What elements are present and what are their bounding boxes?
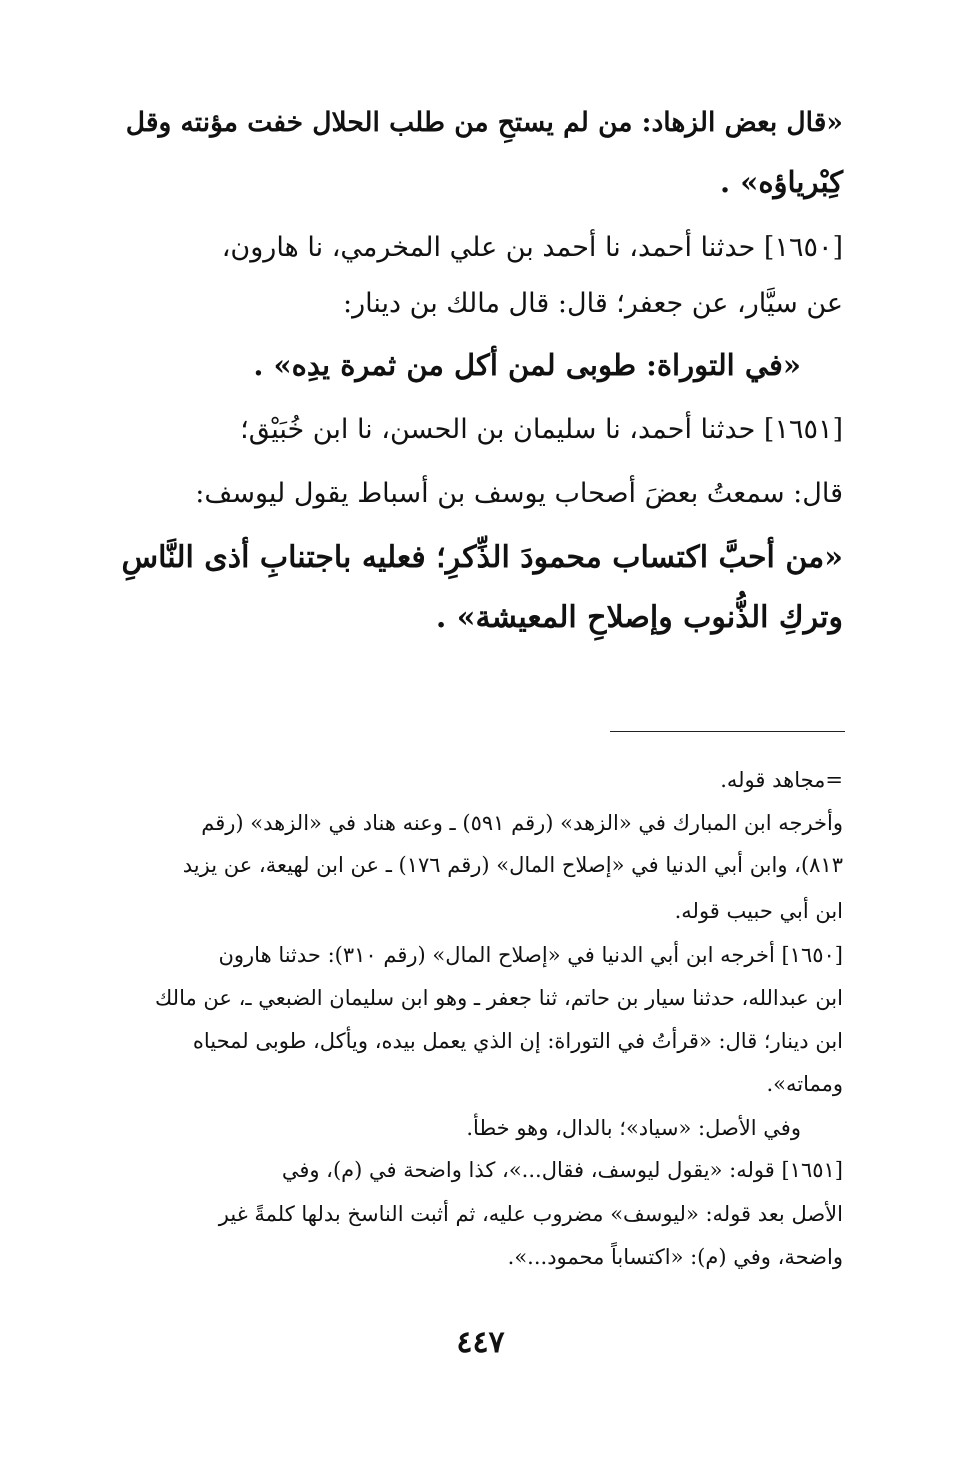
footnote-line: وأخرجه ابن المبارك في «الزهد» (رقم ٥٩١) ـ وعنه هناد في «الزهد» (رقم xyxy=(201,811,843,835)
footnote-line: ابن دينار؛ قال: «قرأتُ في التوراة: إن الذي يعمل بيده، ويأكل، طوبى لمحياه xyxy=(192,1029,843,1053)
hadith-1651-line-2: قال: سمعتُ بعضَ أصحاب يوسف بن أسباط يقول ليوسف: xyxy=(195,478,843,509)
footnote-line: ومماته». xyxy=(766,1072,843,1096)
quote-2: «في التوراة: طوبى لمن أكل من ثمرة يدِه» . xyxy=(253,348,801,382)
quote-3-line-1: «من أحبَّ اكتساب محمودَ الذِّكرِ؛ فعليه باجتنابِ أذى النَّاسِ xyxy=(121,540,843,575)
hadith-1650-line-2: عن سيَّار، عن جعفر؛ قال: قال مالك بن دينار: xyxy=(343,288,843,319)
quote-1-line-2: كِبْرياؤه» . xyxy=(720,165,843,199)
hadith-1651-line-1: [١٦٥١] حدثنا أحمد، نا سليمان بن الحسن، نا ابن خُبَيْق؛ xyxy=(240,414,843,445)
footnote-line: [١٦٥٠] أخرجه ابن أبي الدنيا في «إصلاح المال» (رقم ٣١٠): حدثنا هارون xyxy=(218,943,843,967)
page-number: ٤٤٧ xyxy=(456,1325,505,1360)
footnote-line: الأصل بعد قوله: «ليوسف» مضروب عليه، ثم أثبت الناسخ بدلها كلمةً غير xyxy=(218,1202,843,1226)
footnote-line: ابن أبي حبيب قوله. xyxy=(674,899,843,923)
footnote-line: واضحة، وفي (م): «اكتساباً محمود...». xyxy=(507,1245,843,1269)
footnote-line: =مجاهد قوله. xyxy=(720,768,843,792)
footnote-line: ابن عبدالله، حدثنا سيار بن حاتم، ثنا جعفر ـ وهو ابن سليمان الضبعي ـ، عن مالك xyxy=(154,986,843,1010)
footnote-line: [١٦٥١] قوله: «يقول ليوسف، فقال...»، كذا واضحة في (م)، وفي xyxy=(281,1158,843,1182)
hadith-1650-line-1: [١٦٥٠] حدثنا أحمد، نا أحمد بن علي المخرمي، نا هارون، xyxy=(221,232,843,263)
footnote-line: وفي الأصل: «سياد»؛ بالدال، وهو خطأ. xyxy=(466,1116,801,1140)
quote-1-line-1: «قال بعض الزهاد: من لم يستحِ من طلب الحلال خفت مؤنته وقل xyxy=(125,107,843,138)
quote-3-line-2: وتركِ الذُّنوب وإصلاحِ المعيشة» . xyxy=(435,600,843,635)
footnote-line: ٨١٣)، وابن أبي الدنيا في «إصلاح المال» (رقم ١٧٦) ـ عن ابن لهيعة، عن يزيد xyxy=(182,853,843,877)
footnote-separator xyxy=(610,731,845,732)
